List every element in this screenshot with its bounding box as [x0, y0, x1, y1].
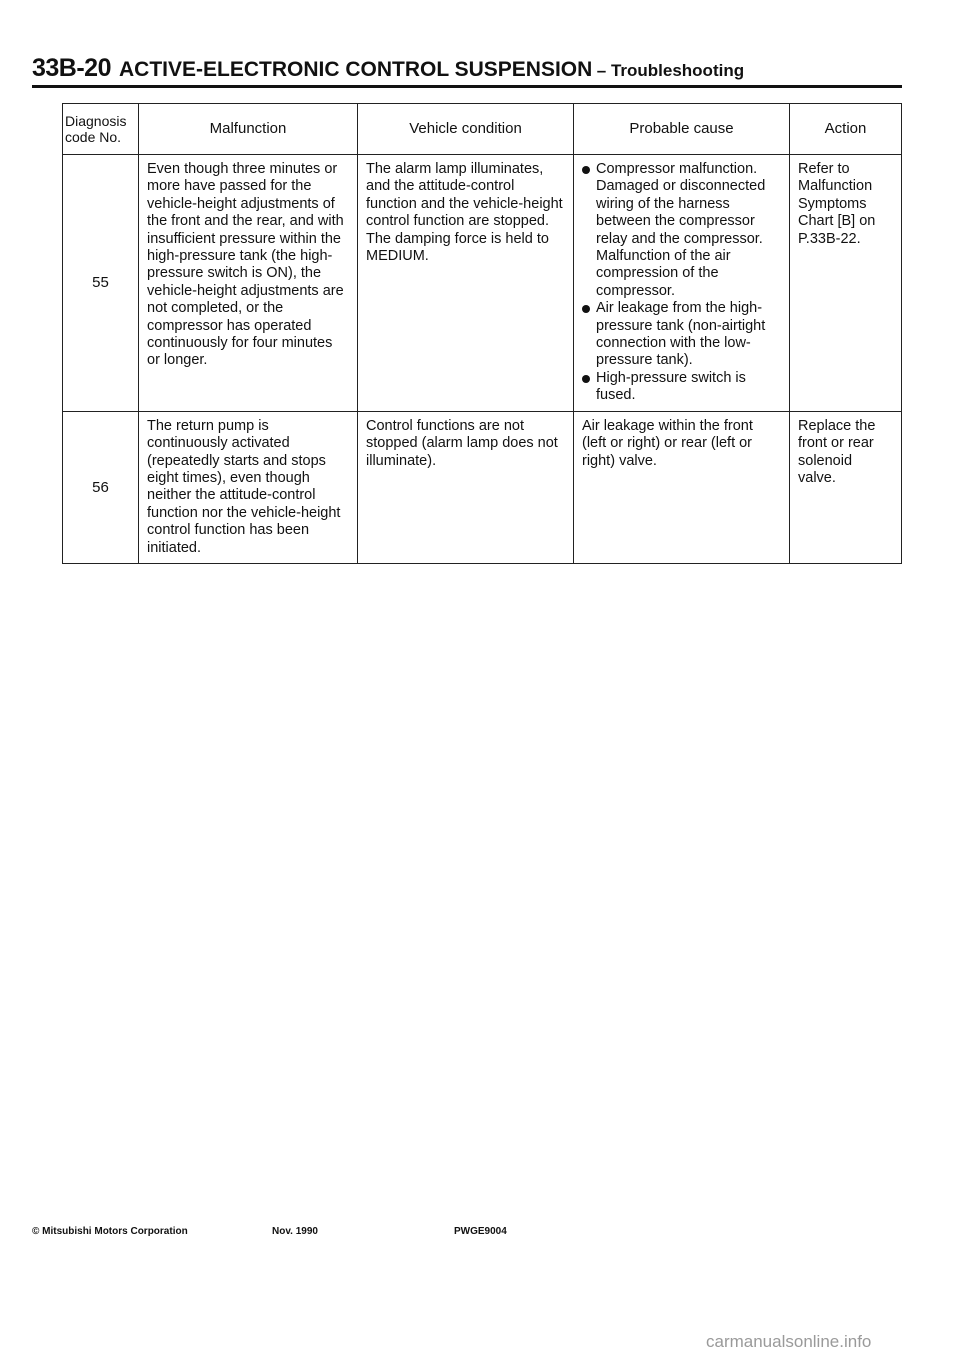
table-row	[63, 411, 902, 563]
cause-item: Damaged or disconnected wiring of the harness between the compressor relay and the compressor.	[596, 178, 766, 247]
action-cell: Replace the front or rear solenoid valve.	[790, 411, 902, 563]
diagnosis-code: 55	[63, 155, 139, 412]
column-header-malfunction: Malfunction	[139, 104, 358, 155]
cause-list	[582, 161, 781, 405]
column-header-action: Action	[790, 104, 902, 155]
column-header-cause: Probable cause	[574, 104, 790, 155]
footer-pub-code: PWGE9004	[454, 1226, 507, 1237]
footer-copyright: © Mitsubishi Motors Corporation	[32, 1226, 188, 1237]
watermark-text: carmanualsonline.info	[706, 1332, 872, 1351]
cause-cell	[574, 155, 790, 412]
cause-item: Malfunction of the air compression of the compressor.	[596, 248, 731, 299]
cause-item: Compressor malfunction.	[582, 161, 781, 178]
condition-cell: The alarm lamp illuminates, and the attitude-control function and the vehicle-height control function are stopped. The damping force is held to MEDIUM.	[358, 155, 574, 412]
cause-cell: Air leakage within the front (left or right) or rear (left or right) valve.	[574, 411, 790, 563]
header-rule	[32, 85, 902, 88]
column-header-code: Diagnosis code No.	[63, 104, 139, 155]
malfunction-cell: The return pump is continuously activated (repeatedly starts and stops eight times), even though neither the attitude-control function nor the vehicle-height control function has been initiated.	[139, 411, 358, 563]
footer-date: Nov. 1990	[272, 1226, 318, 1237]
section-title: ACTIVE-ELECTRONIC CONTROL SUSPENSION	[119, 58, 593, 81]
table-row	[63, 155, 902, 412]
action-cell: Refer to Malfunction Symptoms Chart [B] on P.33B-22.	[790, 155, 902, 412]
condition-cell: Control functions are not stopped (alarm lamp does not illuminate).	[358, 411, 574, 563]
column-header-condition: Vehicle condition	[358, 104, 574, 155]
malfunction-cell: Even though three minutes or more have passed for the vehicle-height adjustments of the front and the rear, and with insufficient pressure within the high-pressure tank (the high-pressure switch is ON), the vehicle-height adjustments are not completed, or the compressor has operated continuously for four minutes or longer.	[139, 155, 358, 412]
page-header	[32, 54, 902, 83]
cause-item: Air leakage from the high-pressure tank (non-airtight connection with the low-pressure tank).	[582, 300, 781, 370]
cause-item: High-pressure switch is fused.	[582, 370, 781, 405]
section-code: 33B-20	[32, 54, 111, 82]
diagnosis-code: 56	[63, 411, 139, 563]
section-subtitle: – Troubleshooting	[596, 61, 745, 80]
diagnosis-table	[62, 103, 902, 564]
table-header-row	[63, 104, 902, 155]
